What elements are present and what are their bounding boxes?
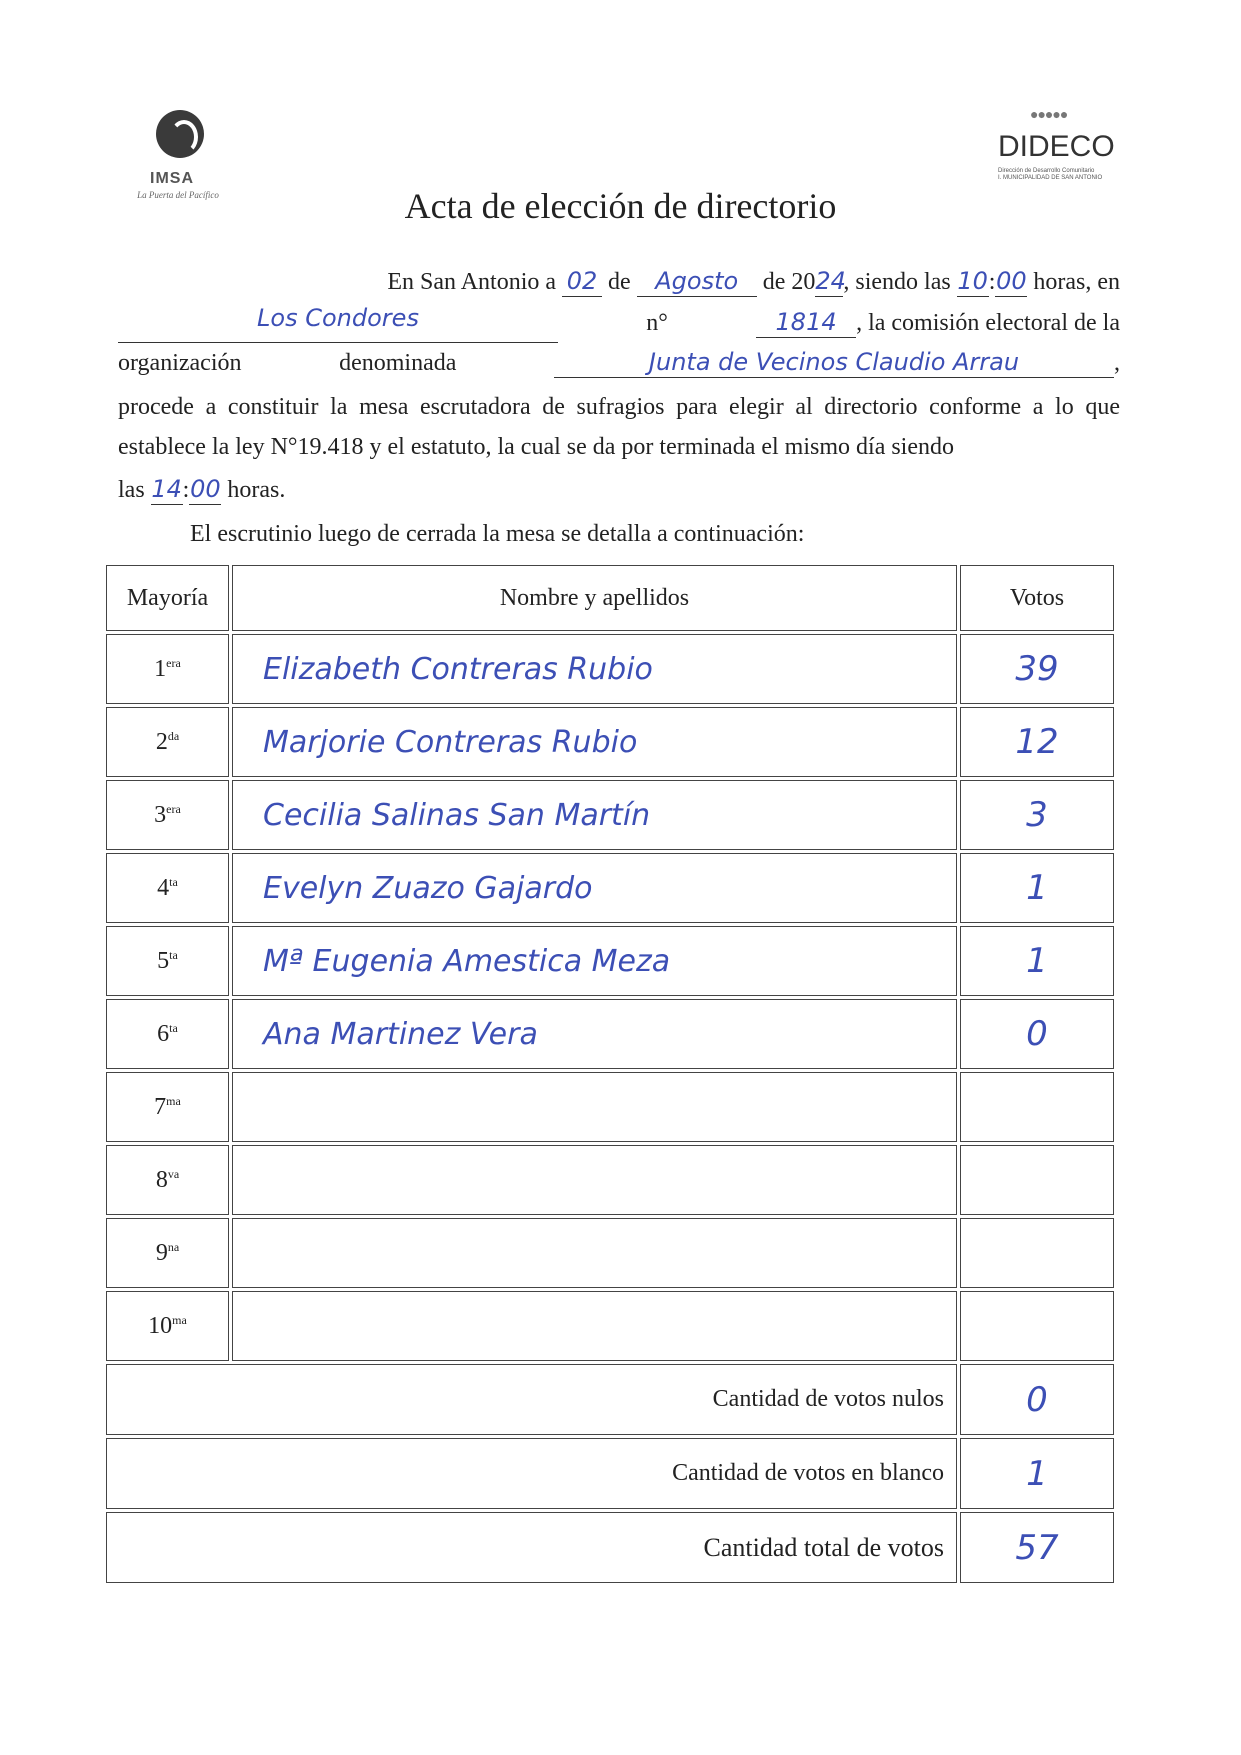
imsa-emblem-icon	[156, 110, 204, 158]
intro-line-1: En San Antonio a 02 de Agosto de 2024, siendo las 10:00 horas, en	[387, 267, 1120, 295]
intro-line-end: las 14:00 horas.	[118, 475, 286, 503]
header-rank: Mayoría	[106, 565, 229, 631]
intro-text-12: las	[118, 477, 145, 503]
intro-text-8: organización	[118, 350, 242, 376]
intro-text-10: ,	[1114, 350, 1120, 376]
table-row	[106, 1145, 1114, 1215]
row-votes: 1	[960, 853, 1114, 923]
row-rank: $9^{na}$	[106, 1218, 229, 1288]
imsa-logo-tagline: La Puerta del Pacífico	[137, 190, 219, 200]
intro-text-2: de	[608, 269, 631, 295]
total-votes-label: Cantidad total de votos	[106, 1512, 957, 1583]
dideco-logo-subtitle	[998, 168, 1123, 182]
row-name: Ana Martinez Vera	[232, 999, 957, 1069]
row-name	[232, 1218, 957, 1288]
row-votes: 0	[960, 999, 1114, 1069]
row-rank: $10^{ma}$	[106, 1291, 229, 1361]
table-row	[106, 1072, 1114, 1142]
intro-text-9: denominada	[339, 350, 457, 376]
row-name	[232, 1291, 957, 1361]
row-rank: $3^{era}$	[106, 780, 229, 850]
field-start-minute: 00	[996, 267, 1027, 295]
total-votes-row	[106, 1512, 1114, 1583]
intro-text-4: , siendo las	[843, 269, 951, 295]
row-name: Mª Eugenia Amestica Meza	[232, 926, 957, 996]
table-row	[106, 926, 1114, 996]
table-row	[106, 1291, 1114, 1361]
blank-votes-value: 1	[960, 1438, 1114, 1509]
row-votes	[960, 1218, 1114, 1288]
blank-votes-row	[106, 1438, 1114, 1509]
row-name: Evelyn Zuazo Gajardo	[232, 853, 957, 923]
intro-text-6: n°	[646, 310, 668, 336]
field-day: 02	[562, 266, 602, 297]
intro-scrutiny-text: El escrutinio luego de cerrada la mesa se detalla a continuación:	[190, 521, 805, 547]
row-name: Cecilia Salinas San Martín	[232, 780, 957, 850]
field-end-minute: 00	[190, 475, 221, 503]
null-votes-label: Cantidad de votos nulos	[106, 1364, 957, 1435]
header-votes: Votos	[960, 565, 1114, 631]
row-name: Elizabeth Contreras Rubio	[232, 634, 957, 704]
table-row	[106, 780, 1114, 850]
table-row	[106, 853, 1114, 923]
total-votes-value: 57	[960, 1512, 1114, 1583]
table-row	[106, 999, 1114, 1069]
table-row	[106, 1218, 1114, 1288]
blank-votes-label: Cantidad de votos en blanco	[106, 1438, 957, 1509]
table-header-row	[106, 565, 1114, 631]
row-name: Marjorie Contreras Rubio	[232, 707, 957, 777]
intro-line-3	[118, 343, 1120, 383]
row-votes	[960, 1145, 1114, 1215]
field-year-suffix: 24	[815, 267, 846, 295]
table-row	[106, 634, 1114, 704]
row-rank: $6^{ta}$	[106, 999, 229, 1069]
dideco-logo-name: DIDECO	[998, 130, 1115, 163]
row-rank: $2^{da}$	[106, 707, 229, 777]
row-rank: $5^{ta}$	[106, 926, 229, 996]
intro-line-2	[118, 303, 1120, 343]
row-rank: $7^{ma}$	[106, 1072, 229, 1142]
intro-text-13: horas.	[227, 477, 286, 503]
field-start-hour: 10	[957, 267, 988, 295]
intro-text-7: , la comisión electoral de la	[856, 310, 1120, 336]
row-votes	[960, 1072, 1114, 1142]
field-number: 1814	[756, 307, 856, 338]
row-votes: 3	[960, 780, 1114, 850]
row-rank: $8^{va}$	[106, 1145, 229, 1215]
row-rank: $1^{era}$	[106, 634, 229, 704]
row-votes	[960, 1291, 1114, 1361]
page-title: Acta de elección de directorio	[404, 186, 837, 226]
row-rank: $4^{ta}$	[106, 853, 229, 923]
results-table	[103, 562, 1117, 1586]
intro-body: procede a constituir la mesa escrutadora de sufragios para elegir al directorio conforme a lo que establece la ley N°19.418 y el estatuto, la cual se da por terminada el mismo día siendo	[118, 394, 1120, 460]
intro-text-5: horas, en	[1033, 269, 1120, 295]
dideco-logo	[998, 108, 1123, 188]
row-votes: 39	[960, 634, 1114, 704]
dideco-subtitle-line1: Dirección de Desarrollo Comunitario	[998, 168, 1095, 174]
field-place: Los Condores	[118, 303, 558, 343]
dideco-subtitle-line2: I. MUNICIPALIDAD DE SAN ANTONIO	[998, 175, 1103, 181]
field-organization: Junta de Vecinos Claudio Arrau	[554, 347, 1114, 378]
dideco-dots-icon: ●●●●●	[1030, 108, 1068, 123]
table-row	[106, 707, 1114, 777]
row-name	[232, 1072, 957, 1142]
null-votes-row	[106, 1364, 1114, 1435]
null-votes-value: 0	[960, 1364, 1114, 1435]
intro-text-1: En San Antonio a	[387, 269, 557, 295]
intro-text-3: de 20	[762, 269, 816, 295]
header-name: Nombre y apellidos	[232, 565, 957, 631]
imsa-logo-name: IMSA	[150, 170, 194, 187]
row-votes: 1	[960, 926, 1114, 996]
row-votes: 12	[960, 707, 1114, 777]
row-name	[232, 1145, 957, 1215]
field-month: Agosto	[637, 266, 757, 297]
field-end-hour: 14	[151, 475, 182, 503]
